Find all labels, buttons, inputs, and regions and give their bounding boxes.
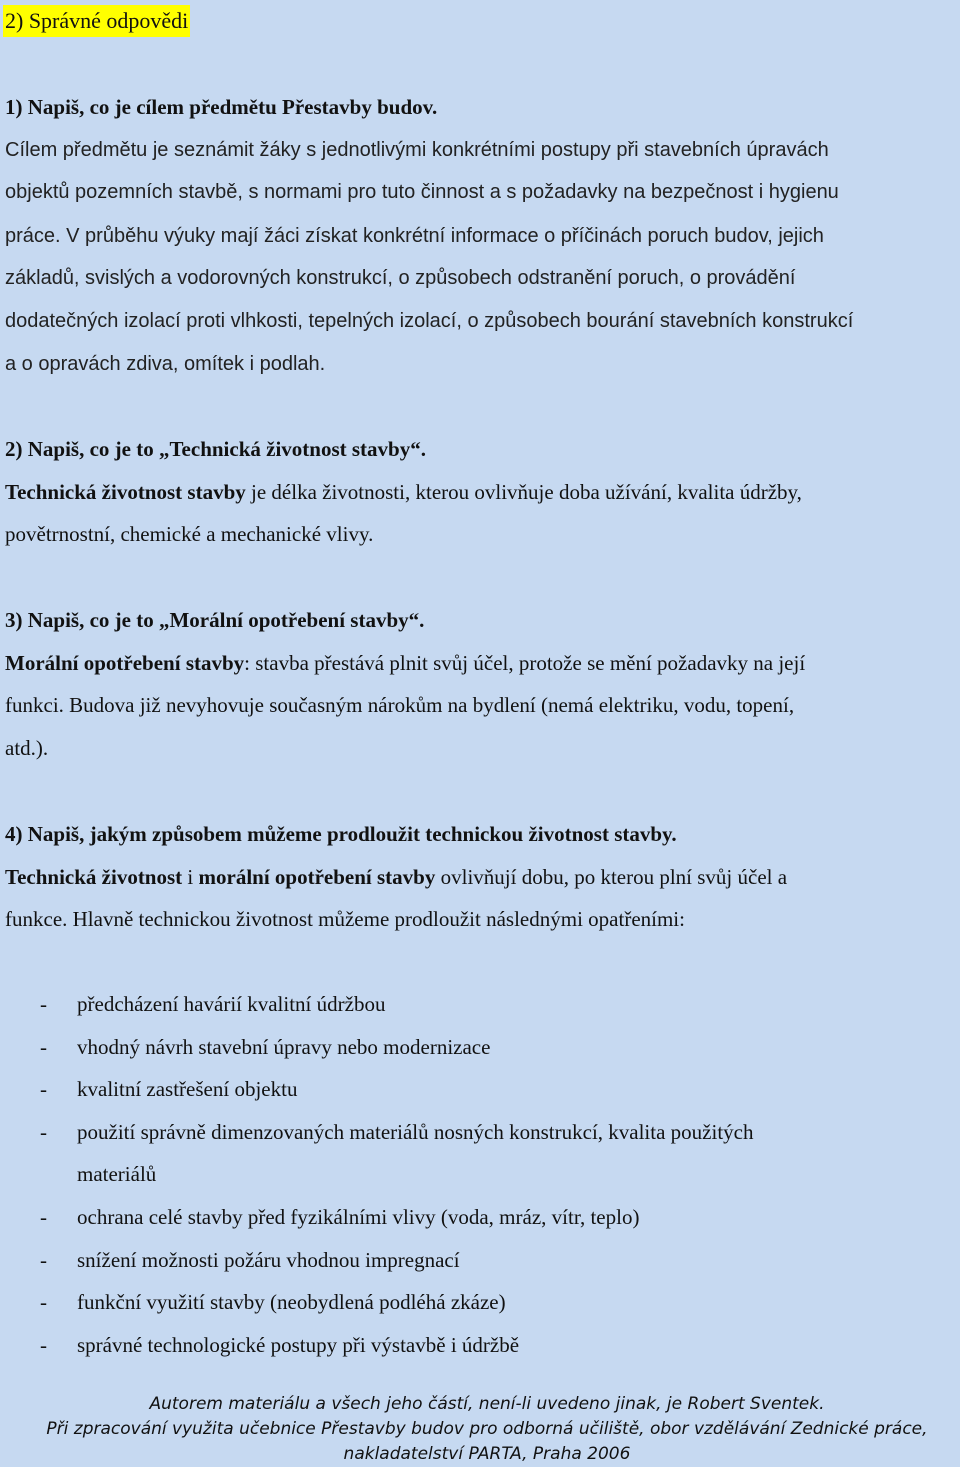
question-1-answer-line: objektů pozemních stavbě, s normami pro tuto činnost a s požadavky na bezpečnost i hygienu — [5, 181, 839, 204]
dash-bullet: - — [40, 1332, 47, 1357]
answer-fragment: V průběhu výuky mají žáci získat konkrétní informace o příčinách poruch budov, jejich — [60, 224, 824, 247]
list-item-text: ochrana celé stavby před fyzikálními vlivy (voda, mráz, vítr, teplo) — [77, 1204, 640, 1229]
list-item-text: kvalitní zastřešení objektu — [77, 1077, 298, 1102]
list-item-text: správné technologické postupy při výstavbě i údržbě — [77, 1332, 520, 1357]
answer-fragment: : stavba přestává plnit svůj účel, protože se mění požadavky na její — [244, 650, 806, 675]
question-2-answer-line: povětrnostní, chemické a mechanické vlivy. — [5, 522, 374, 547]
dash-bullet: - — [40, 1077, 47, 1102]
question-2-answer-line — [5, 471, 960, 514]
term-technicka-zivotnost: Technická životnost — [5, 864, 183, 889]
list-item-text: použití správně dimenzovaných materiálů nosných konstrukcí, kvalita použitých — [77, 1119, 754, 1144]
question-3-answer-line: atd.). — [5, 735, 49, 760]
dash-bullet: - — [40, 1034, 47, 1059]
list-item-text: funkční využití stavby (neobydlená podléhá zkáze) — [77, 1290, 506, 1315]
question-1-heading: 1) Napiš, co je cílem předmětu Přestavby budov. — [5, 95, 438, 119]
list-item-text: snížení možnosti požáru vhodnou impregnací — [77, 1247, 460, 1272]
answer-fragment: práce. — [5, 224, 61, 247]
question-2-heading: 2) Napiš, co je to „Technická životnost stavby“. — [5, 437, 426, 461]
page-title: 2) Správné odpovědi — [3, 5, 190, 37]
footer-credits — [0, 1392, 960, 1467]
footer-line: Autorem materiálu a všech jeho částí, není-li uvedeno jinak, je Robert Sventek. — [149, 1394, 825, 1414]
question-4-answer-line — [5, 856, 960, 899]
list-item — [5, 1239, 955, 1282]
dash-bullet: - — [40, 1290, 47, 1315]
list-item — [5, 1196, 955, 1239]
question-3-heading: 3) Napiš, co je to „Morální opotřebení stavby“. — [5, 608, 425, 632]
measures-list — [5, 983, 955, 1366]
footer-line: Při zpracování využita učebnice Přestavby budov pro odborná učiliště, obor vzdělávání Zednické práce, — [46, 1419, 928, 1439]
footer-line: nakladatelství PARTA, Praha 2006 — [343, 1444, 631, 1464]
question-1-answer-line: dodatečných izolací proti vlhkosti, tepelných izolací, o způsobech bourání stavebních konstrukcí — [5, 309, 854, 332]
term-moralni-opotrebeni: morální opotřebení stavby — [198, 864, 436, 889]
question-3-answer-line: funkci. Budova již nevyhovuje současným nárokům na bydlení (nemá elektriku, vodu, topení, — [5, 693, 795, 718]
list-item — [5, 1111, 955, 1196]
dash-bullet: - — [40, 992, 47, 1016]
list-item — [5, 983, 955, 1026]
dash-bullet: - — [40, 1204, 47, 1229]
list-item — [5, 1324, 955, 1367]
term-moralni-opotrebeni: Morální opotřebení stavby — [5, 650, 245, 675]
list-item — [5, 1281, 955, 1324]
term-technicka-zivotnost: Technická životnost stavby — [5, 479, 246, 504]
answer-fragment: i — [182, 864, 199, 889]
list-item — [5, 1068, 955, 1111]
dash-bullet: - — [40, 1247, 47, 1272]
list-item-text: předcházení havárií kvalitní údržbou — [77, 992, 386, 1016]
dash-bullet: - — [40, 1119, 47, 1144]
question-4-heading: 4) Napiš, jakým způsobem můžeme prodloužit technickou životnost stavby. — [5, 822, 677, 846]
list-item — [5, 1026, 955, 1069]
answer-fragment: je délka životnosti, kterou ovlivňuje doba užívání, kvalita údržby, — [245, 479, 802, 504]
question-4-section — [5, 813, 960, 941]
list-item-text: vhodný návrh stavební úpravy nebo modernizace — [77, 1034, 491, 1059]
question-1-answer-line: a o opravách zdiva, omítek i podlah. — [5, 352, 326, 375]
question-1-answer-line — [5, 214, 960, 258]
list-item-text-continuation: materiálů — [77, 1162, 157, 1187]
question-4-answer-line: funkce. Hlavně technickou životnost můžeme prodloužit následnými opatřeními: — [5, 907, 685, 932]
question-1-answer-line: základů, svislých a vodorovných konstrukcí, o způsobech odstranění poruch, o provádění — [5, 267, 796, 290]
question-3-section — [5, 599, 960, 769]
question-1-section — [5, 86, 960, 385]
question-3-answer-line — [5, 642, 960, 685]
question-2-section — [5, 428, 960, 556]
answer-fragment: ovlivňují dobu, po kterou plní svůj účel a — [435, 864, 788, 889]
question-1-answer-line: Cílem předmětu je seznámit žáky s jednotlivými konkrétními postupy při stavebních úpravách — [5, 138, 829, 161]
